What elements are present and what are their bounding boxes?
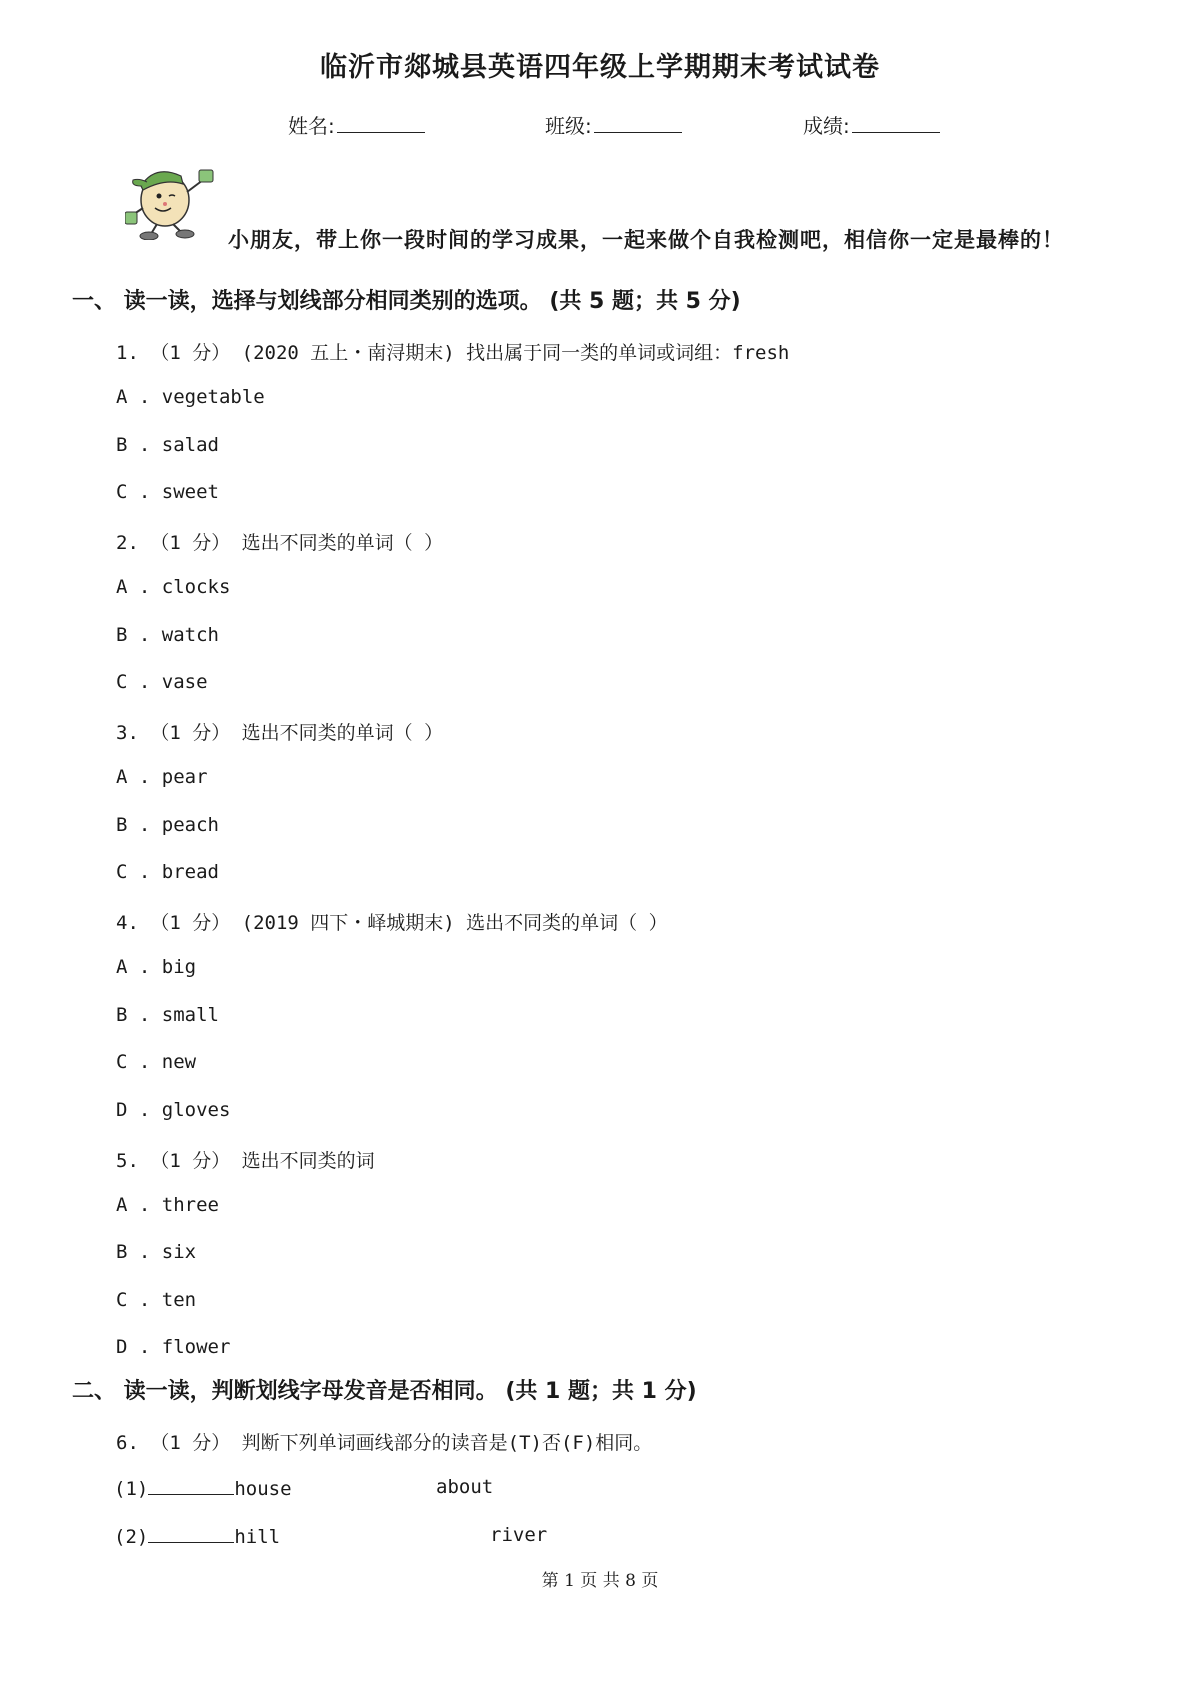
question-4-option-c[interactable]: C . new	[116, 1051, 197, 1073]
name-label: 姓名:	[288, 114, 335, 138]
section-1-heading: 一、 读一读，选择与划线部分相同类别的选项。 (共 5 题；共 5 分)	[72, 289, 741, 314]
question-1-option-b[interactable]: B . salad	[116, 434, 219, 456]
question-6-item-2-word-2: river	[490, 1524, 548, 1546]
class-blank[interactable]	[594, 114, 682, 133]
score-field	[803, 110, 940, 139]
question-3-option-a[interactable]: A . pear	[116, 766, 208, 788]
question-2-option-a[interactable]: A . clocks	[116, 576, 231, 598]
question-4-option-b[interactable]: B . small	[116, 1004, 219, 1026]
question-5-option-a[interactable]: A . three	[116, 1194, 219, 1216]
question-1-stem: 1. （1 分） (2020 五上・南浔期末) 找出属于同一类的单词或词组：fresh	[116, 342, 790, 364]
question-3-option-c[interactable]: C . bread	[116, 861, 219, 883]
page-footer: 第 1 页 共 8 页	[541, 1571, 659, 1591]
answer-blank[interactable]	[148, 1524, 234, 1543]
question-1-option-a[interactable]: A . vegetable	[116, 386, 265, 408]
mascot-illustration	[125, 150, 220, 240]
score-label: 成绩:	[803, 114, 850, 138]
question-4-option-a[interactable]: A . big	[116, 956, 197, 978]
name-blank[interactable]	[337, 114, 425, 133]
score-blank[interactable]	[852, 114, 940, 133]
question-6-item-1	[114, 1476, 292, 1500]
word-1: house	[234, 1478, 292, 1500]
question-6-stem: 6. （1 分） 判断下列单词画线部分的读音是(T)否(F)相同。	[116, 1432, 653, 1454]
class-field	[545, 110, 682, 139]
question-1-option-c[interactable]: C . sweet	[116, 481, 219, 503]
question-4-stem: 4. （1 分） (2019 四下・峄城期末) 选出不同类的单词（ ）	[116, 912, 668, 934]
question-2-stem: 2. （1 分） 选出不同类的单词（ ）	[116, 532, 444, 554]
question-2-option-b[interactable]: B . watch	[116, 624, 219, 646]
section-2-heading: 二、 读一读，判断划线字母发音是否相同。 (共 1 题；共 1 分)	[72, 1379, 697, 1404]
page-title: 临沂市郯城县英语四年级上学期期末考试试卷	[320, 52, 880, 83]
item-number: (1)	[114, 1478, 149, 1500]
answer-blank[interactable]	[148, 1476, 234, 1495]
item-number: (2)	[114, 1526, 149, 1548]
name-field	[288, 110, 425, 139]
question-6-item-1-word-2: about	[436, 1476, 494, 1498]
question-5-option-d[interactable]: D . flower	[116, 1336, 231, 1358]
question-5-option-c[interactable]: C . ten	[116, 1289, 197, 1311]
question-3-stem: 3. （1 分） 选出不同类的单词（ ）	[116, 722, 444, 744]
class-label: 班级:	[545, 114, 592, 138]
question-3-option-b[interactable]: B . peach	[116, 814, 219, 836]
question-5-option-b[interactable]: B . six	[116, 1241, 197, 1263]
question-5-stem: 5. （1 分） 选出不同类的词	[116, 1150, 375, 1172]
encouragement-text: 小朋友，带上你一段时间的学习成果，一起来做个自我检测吧，相信你一定是最棒的！	[228, 228, 1064, 252]
question-6-item-2	[114, 1524, 280, 1548]
word-1: hill	[234, 1526, 281, 1548]
question-4-option-d[interactable]: D . gloves	[116, 1099, 231, 1121]
question-2-option-c[interactable]: C . vase	[116, 671, 208, 693]
